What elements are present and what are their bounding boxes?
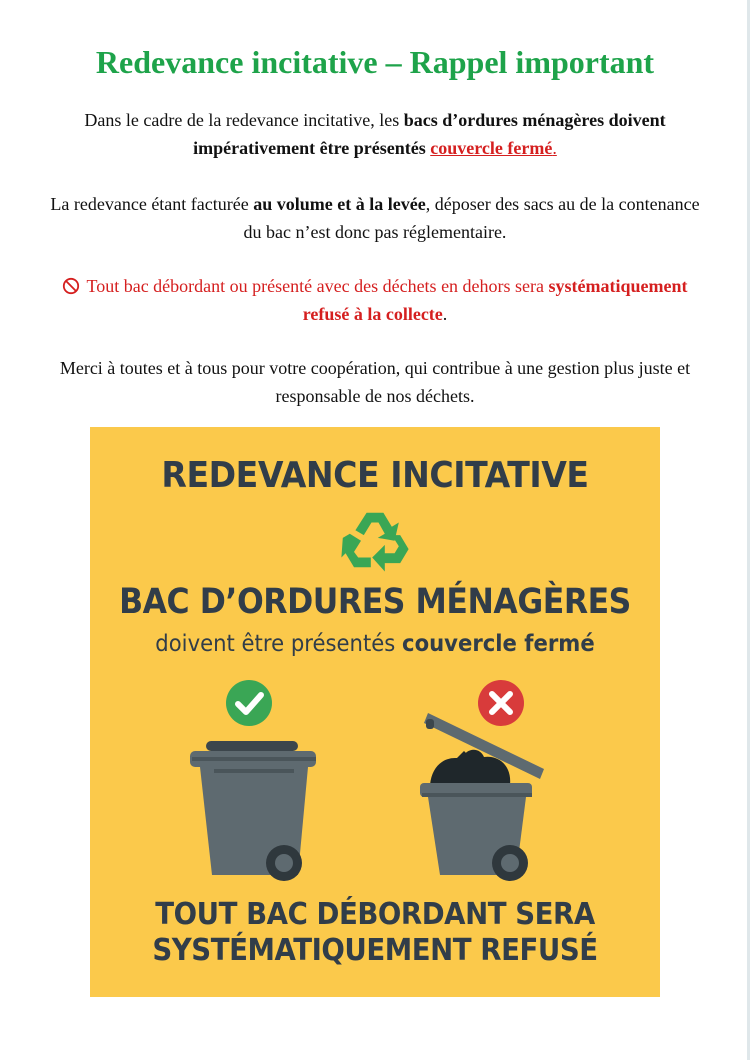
paragraph-billing: La redevance étant facturée au volume et à la levée, déposer des sacs au de la contenance du bac n’est donc pas réglementaire. bbox=[50, 194, 700, 242]
poster bbox=[90, 427, 660, 997]
poster-bottom-line-1: TOUT BAC DÉBORDANT SERA bbox=[155, 897, 595, 932]
closed-bin-illustration bbox=[188, 735, 320, 885]
closed-lid-emphasis: couvercle fermé bbox=[430, 138, 553, 158]
check-icon bbox=[225, 679, 273, 727]
poster-title: REDEVANCE INCITATIVE bbox=[161, 455, 589, 496]
paragraph-thanks: Merci à toutes et à tous pour votre coopération, qui contribue à une gestion plus juste et responsable de nos déchets. bbox=[59, 358, 691, 406]
page-title: Redevance incitative – Rappel important bbox=[95, 44, 655, 80]
poster-bottom-line-2: SYSTÉMATIQUEMENT REFUSÉ bbox=[152, 933, 598, 968]
p1-text: Dans le cadre de la redevance incitative, les bbox=[84, 110, 404, 130]
p2-bold: au volume et à la levée bbox=[253, 194, 426, 214]
paragraph-closed-lid-rule: Dans le cadre de la redevance incitative, les bacs d’ordures ménagères doivent impérativement être présentés couvercle fermé. bbox=[84, 110, 666, 158]
paragraph-refusal-warning: Tout bac débordant ou présenté avec des déchets en dehors sera systématiquement refusé à la collecte. bbox=[40, 272, 710, 328]
no-entry-icon bbox=[62, 277, 80, 295]
overflowing-bin-illustration bbox=[418, 707, 550, 885]
poster-subtitle: BAC D’ORDURES MÉNAGÈRES bbox=[119, 582, 631, 622]
poster-refusal-text bbox=[113, 897, 637, 969]
p3-bold: systématiquement refusé à la collecte bbox=[302, 276, 688, 324]
recycle-icon bbox=[340, 507, 410, 573]
p1-bold: bacs d’ordures ménagères doivent impérativement être présentés bbox=[193, 110, 666, 158]
poster-closed-lid-line: doivent être présentés couvercle fermé bbox=[155, 631, 595, 657]
